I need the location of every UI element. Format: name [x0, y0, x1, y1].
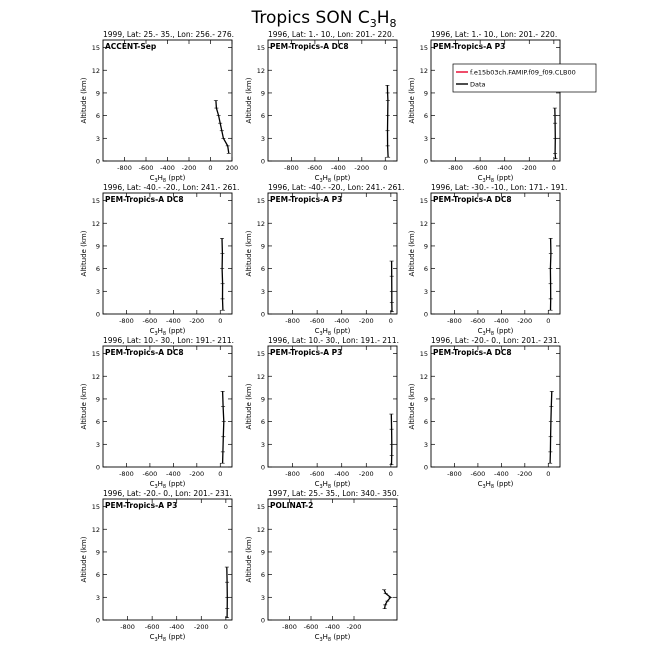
y-tick-label: 15 [256, 350, 265, 359]
y-axis-label: Altitude (km) [245, 536, 253, 583]
plot-frame [103, 499, 232, 620]
x-tick-label: -400 [165, 317, 181, 325]
y-tick-label: 9 [423, 89, 428, 98]
x-axis-label: $C_3H_8$ (ppt) [149, 480, 186, 490]
legend [453, 64, 596, 92]
y-tick-label: 15 [419, 350, 428, 359]
panel-title: 1999, Lat: 25.- 35., Lon: 256.- 276. [103, 30, 234, 39]
y-tick-label: 3 [260, 593, 265, 602]
data-line [384, 590, 391, 609]
y-tick-label: 15 [91, 350, 100, 359]
y-tick-label: 0 [260, 463, 265, 472]
y-tick-label: 15 [256, 503, 265, 512]
panel-title: 1996, Lat: 1.- 10., Lon: 201.- 220. [431, 30, 558, 39]
data-line [550, 238, 551, 310]
x-tick-label: 0 [218, 470, 223, 478]
plot-frame [431, 40, 560, 161]
y-tick-label: 3 [423, 287, 428, 296]
y-tick-label: 0 [423, 157, 428, 166]
campaign-label: PEM-Tropics-A P3 [105, 501, 178, 510]
campaign-label: POLINAT-2 [270, 501, 314, 510]
y-tick-label: 12 [256, 372, 265, 381]
x-tick-label: -400 [334, 317, 350, 325]
y-tick-label: 3 [95, 593, 100, 602]
y-axis-label: Altitude (km) [80, 536, 88, 583]
campaign-label: PEM-Tropics-A P3 [270, 348, 343, 357]
x-tick-label: -800 [284, 164, 299, 172]
y-tick-label: 9 [260, 89, 265, 98]
y-tick-label: 0 [260, 616, 265, 625]
y-tick-label: 9 [95, 395, 100, 404]
x-axis-label: $C_3H_8$ (ppt) [314, 174, 351, 184]
y-tick-label: 15 [91, 197, 100, 206]
y-tick-label: 6 [95, 112, 100, 121]
plot-frame [431, 346, 560, 467]
x-tick-label: 0 [388, 470, 393, 478]
y-tick-label: 3 [260, 134, 265, 143]
y-tick-label: 12 [256, 219, 265, 228]
x-axis-label: $C_3H_8$ (ppt) [314, 480, 351, 490]
x-tick-label: -800 [119, 470, 134, 478]
y-tick-label: 3 [260, 440, 265, 449]
x-tick-label: -200 [189, 317, 205, 325]
x-tick-label: 0 [546, 317, 551, 325]
y-tick-label: 3 [423, 134, 428, 143]
panel-title: 1996, Lat: 10.- 30., Lon: 191.- 211. [268, 336, 399, 345]
y-tick-label: 9 [260, 395, 265, 404]
y-tick-label: 15 [256, 197, 265, 206]
y-tick-label: 12 [91, 525, 100, 534]
x-tick-label: -400 [334, 470, 350, 478]
plot-frame [268, 40, 397, 161]
plot-frame [103, 346, 232, 467]
y-tick-label: 12 [256, 525, 265, 534]
panel-5 [245, 183, 404, 337]
panel-title: 1996, Lat: -20.- 0., Lon: 201.- 231. [431, 336, 560, 345]
x-tick-label: -800 [447, 317, 462, 325]
x-tick-label: -800 [448, 164, 463, 172]
plot-frame [268, 346, 397, 467]
y-tick-label: 6 [260, 571, 265, 580]
y-tick-label: 6 [260, 418, 265, 427]
x-tick-label: -400 [493, 470, 509, 478]
panel-title: 1996, Lat: 10.- 30., Lon: 191.- 211. [103, 336, 234, 345]
x-tick-label: -600 [138, 164, 154, 172]
plot-frame [268, 193, 397, 314]
y-tick-label: 15 [91, 44, 100, 53]
y-tick-label: 0 [95, 616, 100, 625]
data-line [550, 391, 552, 463]
plot-frame [103, 193, 232, 314]
y-tick-label: 3 [260, 287, 265, 296]
y-tick-label: 6 [95, 418, 100, 427]
x-tick-label: 0 [551, 164, 556, 172]
y-axis-label: Altitude (km) [408, 383, 416, 430]
y-tick-label: 3 [95, 134, 100, 143]
y-tick-label: 6 [423, 265, 428, 274]
panel-10 [80, 489, 232, 643]
campaign-label: PEM-Tropics-A DC8 [105, 195, 184, 204]
x-tick-label: -800 [120, 623, 135, 631]
x-tick-label: -200 [189, 470, 205, 478]
x-tick-label: -800 [447, 470, 462, 478]
y-tick-label: 15 [256, 44, 265, 53]
panel-3 [408, 30, 560, 184]
y-axis-label: Altitude (km) [408, 77, 416, 124]
x-tick-label: -200 [181, 164, 197, 172]
x-tick-label: -600 [307, 164, 323, 172]
x-tick-label: 0 [388, 317, 393, 325]
campaign-label: PEM-Tropics-A DC8 [270, 42, 349, 51]
y-tick-label: 12 [419, 66, 428, 75]
x-tick-label: -800 [285, 470, 300, 478]
y-tick-label: 6 [95, 265, 100, 274]
panel-title: 1997, Lat: 25.- 35., Lon: 340.- 350. [268, 489, 399, 498]
x-tick-label: -200 [358, 317, 374, 325]
panel-8 [245, 336, 399, 490]
panel-title: 1996, Lat: -40.- -20., Lon: 241.- 261. [103, 183, 240, 192]
y-tick-label: 12 [256, 66, 265, 75]
x-tick-label: -600 [309, 317, 325, 325]
y-tick-label: 3 [95, 440, 100, 449]
x-tick-label: -600 [303, 623, 319, 631]
panel-1 [80, 30, 238, 184]
x-tick-label: -200 [521, 164, 537, 172]
panel-title: 1996, Lat: -40.- -20., Lon: 241.- 261. [268, 183, 405, 192]
x-axis-label: $C_3H_8$ (ppt) [149, 633, 186, 643]
y-tick-label: 12 [419, 372, 428, 381]
data-line [391, 414, 392, 465]
y-tick-label: 6 [423, 112, 428, 121]
plot-frame [103, 40, 232, 161]
campaign-label: PEM-Tropics-A DC8 [433, 195, 512, 204]
y-axis-label: Altitude (km) [245, 230, 253, 277]
panel-4 [80, 183, 239, 337]
y-axis-label: Altitude (km) [80, 230, 88, 277]
x-tick-label: -400 [165, 470, 181, 478]
x-axis-label: $C_3H_8$ (ppt) [477, 480, 514, 490]
x-axis-label: $C_3H_8$ (ppt) [149, 174, 186, 184]
data-line [227, 567, 228, 618]
x-tick-label: -200 [358, 470, 374, 478]
legend-model-label: f.e15b03ch.FAMIP.f09_f09.CLB00 [470, 68, 576, 77]
y-tick-label: 0 [260, 157, 265, 166]
y-axis-label: Altitude (km) [408, 230, 416, 277]
panel-title: 1996, Lat: 1.- 10., Lon: 201.- 220. [268, 30, 395, 39]
y-tick-label: 12 [419, 219, 428, 228]
y-tick-label: 12 [91, 219, 100, 228]
plot-frame [268, 499, 397, 620]
x-tick-label: -800 [285, 317, 300, 325]
y-tick-label: 3 [423, 440, 428, 449]
y-tick-label: 15 [419, 197, 428, 206]
y-axis-label: Altitude (km) [80, 383, 88, 430]
figure-title: Tropics SON $C_3H_8$ [251, 8, 397, 30]
y-tick-label: 0 [95, 463, 100, 472]
panel-title: 1996, Lat: -20.- 0., Lon: 201.- 231. [103, 489, 232, 498]
x-axis-label: $C_3H_8$ (ppt) [477, 327, 514, 337]
y-tick-label: 9 [423, 242, 428, 251]
y-tick-label: 15 [91, 503, 100, 512]
x-tick-label: -400 [330, 164, 346, 172]
x-tick-label: -400 [497, 164, 513, 172]
data-line [222, 238, 223, 310]
x-tick-label: -400 [169, 623, 185, 631]
y-tick-label: 9 [423, 395, 428, 404]
y-tick-label: 6 [260, 265, 265, 274]
campaign-label: PEM-Tropics-A P3 [433, 42, 506, 51]
campaign-label: ACCENT-Sep [105, 42, 157, 51]
y-tick-label: 0 [423, 463, 428, 472]
x-axis-label: $C_3H_8$ (ppt) [314, 327, 351, 337]
y-tick-label: 12 [91, 372, 100, 381]
data-line [387, 85, 388, 157]
plot-frame [431, 193, 560, 314]
data-line [216, 101, 229, 154]
x-axis-label: $C_3H_8$ (ppt) [314, 633, 351, 643]
x-tick-label: -600 [309, 470, 325, 478]
x-tick-label: 0 [223, 623, 228, 631]
x-tick-label: -800 [119, 317, 134, 325]
panel-6 [408, 183, 567, 337]
x-tick-label: -400 [493, 317, 509, 325]
x-tick-label: -800 [117, 164, 132, 172]
y-tick-label: 0 [95, 157, 100, 166]
x-tick-label: -600 [470, 317, 486, 325]
panel-9 [408, 336, 560, 490]
y-tick-label: 9 [95, 548, 100, 557]
panel-2 [245, 30, 397, 184]
x-tick-label: 0 [208, 164, 213, 172]
y-tick-label: 6 [260, 112, 265, 121]
y-axis-label: Altitude (km) [80, 77, 88, 124]
y-tick-label: 9 [260, 548, 265, 557]
data-line [223, 391, 224, 463]
x-tick-label: -600 [472, 164, 488, 172]
y-tick-label: 15 [419, 44, 428, 53]
y-tick-label: 6 [95, 571, 100, 580]
panel-11 [245, 489, 399, 643]
y-tick-label: 12 [91, 66, 100, 75]
x-tick-label: -600 [144, 623, 160, 631]
y-tick-label: 9 [260, 242, 265, 251]
y-axis-label: Altitude (km) [245, 383, 253, 430]
x-tick-label: 0 [383, 164, 388, 172]
x-tick-label: -200 [346, 623, 362, 631]
x-tick-label: -800 [282, 623, 297, 631]
x-tick-label: -200 [193, 623, 209, 631]
x-tick-label: -600 [142, 317, 158, 325]
x-tick-label: -200 [354, 164, 370, 172]
y-tick-label: 3 [95, 287, 100, 296]
y-tick-label: 0 [260, 310, 265, 319]
y-tick-label: 0 [423, 310, 428, 319]
campaign-label: PEM-Tropics-A DC8 [433, 348, 512, 357]
y-tick-label: 0 [95, 310, 100, 319]
x-tick-label: 0 [546, 470, 551, 478]
x-tick-label: -400 [325, 623, 340, 631]
x-tick-label: 200 [225, 164, 239, 172]
y-tick-label: 9 [95, 89, 100, 98]
legend-data-label: Data [470, 80, 486, 89]
x-tick-label: -600 [470, 470, 486, 478]
panel-title: 1996, Lat: -30.- -10., Lon: 171.- 191. [431, 183, 568, 192]
y-tick-label: 6 [423, 418, 428, 427]
x-axis-label: $C_3H_8$ (ppt) [149, 327, 186, 337]
y-axis-label: Altitude (km) [245, 77, 253, 124]
x-axis-label: $C_3H_8$ (ppt) [477, 174, 514, 184]
x-tick-label: -600 [142, 470, 158, 478]
y-tick-label: 9 [95, 242, 100, 251]
x-tick-label: 0 [218, 317, 223, 325]
campaign-label: PEM-Tropics-A P3 [270, 195, 343, 204]
panel-7 [80, 336, 234, 490]
x-tick-label: -400 [160, 164, 175, 172]
campaign-label: PEM-Tropics-A DC8 [105, 348, 184, 357]
panels [80, 30, 596, 643]
x-tick-label: -200 [517, 470, 533, 478]
x-tick-label: -200 [517, 317, 533, 325]
